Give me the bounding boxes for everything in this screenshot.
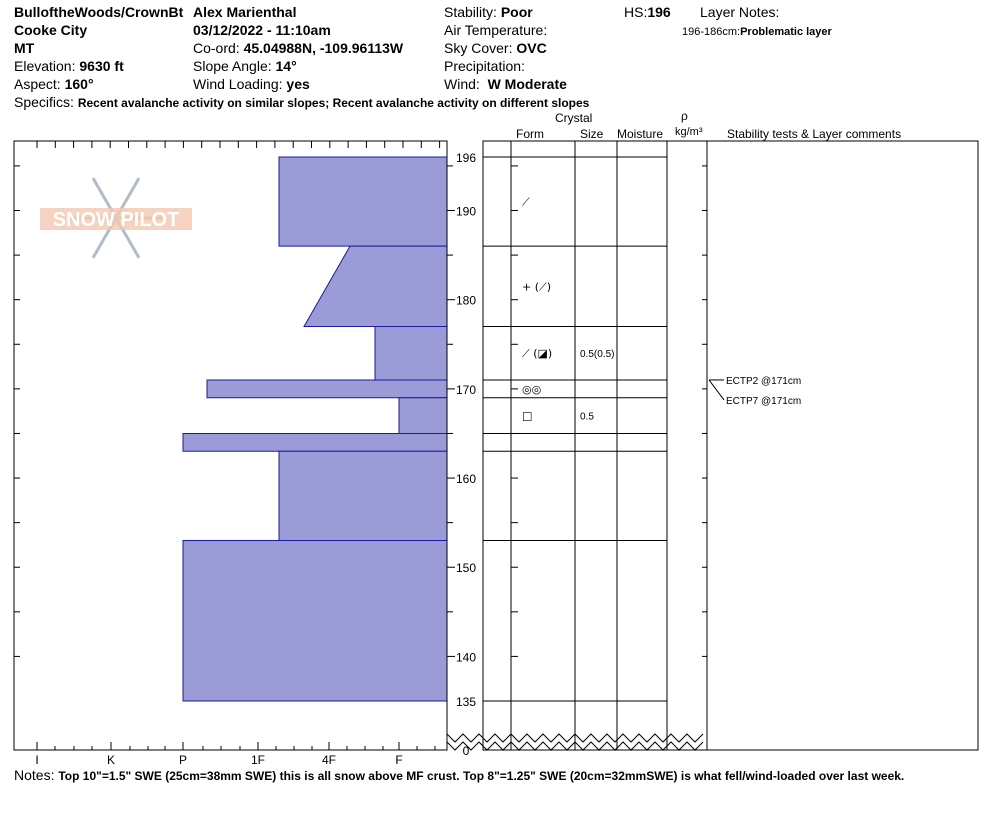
height-tick-label: 190	[455, 204, 477, 219]
elevation-value: 9630 ft	[79, 58, 124, 74]
snowpilot-logo	[40, 178, 192, 258]
stability-test-label: ECTP7 @171cm	[726, 395, 802, 407]
col-density-unit: kg/m³	[675, 126, 703, 138]
height-tick-label: 140	[455, 650, 477, 665]
col-moisture-header: Moisture	[617, 127, 664, 141]
hardness-tick-label: K	[106, 753, 116, 767]
stability-label: Stability:	[444, 4, 497, 20]
height-tick-label: 150	[455, 561, 477, 576]
slope-label: Slope Angle:	[193, 58, 272, 74]
hs-value: 196	[647, 4, 671, 20]
hardness-tick-label: 4F	[321, 753, 337, 767]
chart-frame	[14, 141, 978, 750]
notes-label: Notes:	[14, 767, 55, 783]
wind-label: Wind:	[444, 76, 480, 92]
crystal-form-label: ◎◎	[522, 382, 542, 396]
area-name: Cooke City	[14, 22, 88, 38]
layer-note-range: 196-186cm:	[682, 26, 741, 38]
location-name: BulloftheWoods/CrownBt	[14, 4, 184, 20]
col-rho-header: ρ	[681, 109, 688, 123]
specifics-text: Recent avalanche activity on similar slopes; Recent avalanche activity on different slopes	[77, 96, 590, 110]
hardness-layer-8	[183, 540, 447, 701]
height-tick-label: 170	[455, 382, 477, 397]
hardness-layer-5	[399, 398, 447, 434]
wind-loading-value: yes	[286, 76, 310, 92]
height-tick-label: 180	[455, 293, 477, 308]
hardness-tick-label: 1F	[250, 753, 266, 767]
hardness-layer-6	[183, 433, 447, 451]
hardness-layer-3	[375, 326, 447, 380]
state-name: MT	[14, 40, 35, 56]
slope-value: 14°	[275, 58, 297, 74]
layer-table-frame	[483, 141, 978, 750]
coord-value: 45.04988N, -109.96113W	[243, 40, 404, 56]
hardness-layer-1	[279, 157, 447, 246]
observer-name: Alex Marienthal	[193, 4, 297, 20]
aspect-value: 160°	[64, 76, 94, 92]
aspect-label: Aspect:	[14, 76, 61, 92]
coord-label: Co-ord:	[193, 40, 240, 56]
hardness-layer-4	[207, 380, 447, 398]
col-stability-header: Stability tests & Layer comments	[727, 127, 902, 141]
col-size-header: Size	[580, 127, 604, 141]
crystal-size-label: 0.5	[580, 411, 594, 423]
sky-value: OVC	[516, 40, 547, 56]
hardness-tick-label: P	[178, 753, 188, 767]
crystal-form-label: + (⟋)	[522, 280, 551, 294]
crystal-form-label: ⟋	[522, 195, 530, 209]
logo-text: SNOW PILOT	[52, 209, 180, 231]
elevation-label: Elevation:	[14, 58, 76, 74]
wind-value: W Moderate	[487, 76, 567, 92]
air-temp-label: Air Temperature:	[444, 22, 548, 38]
col-form-header: Form	[516, 127, 544, 141]
sky-label: Sky Cover:	[444, 40, 513, 56]
col-crystal-header: Crystal	[555, 111, 593, 125]
height-tick-label: 0	[462, 744, 470, 758]
precip-label: Precipitation:	[444, 58, 525, 74]
crystal-form-label: ⟋ (◪)	[522, 347, 553, 361]
notes-text: Top 10"=1.5" SWE (25cm=38mm SWE) this is all snow above MF crust. Top 8"=1.25" SWE (20cm=32mmSWE) is what fell/wind-loaded over last week.	[58, 769, 905, 783]
stability-test-pointer	[709, 380, 724, 400]
crystal-form-label: □	[522, 409, 533, 423]
height-tick-label: 196	[455, 151, 477, 165]
observation-datetime: 03/12/2022 - 11:10am	[193, 22, 331, 38]
hardness-tick-label: F	[395, 753, 403, 767]
layer-notes-label: Layer Notes:	[700, 4, 780, 20]
hardness-layer-2	[304, 246, 447, 326]
crystal-size-label: 0.5(0.5)	[580, 349, 615, 361]
stability-test-label: ECTP2 @171cm	[726, 375, 802, 387]
height-tick-label: 160	[455, 472, 477, 487]
hs-label: HS:	[624, 4, 648, 20]
hardness-tick-label: I	[35, 753, 39, 767]
specifics-label: Specifics:	[14, 94, 74, 110]
notes-field	[14, 767, 904, 784]
height-tick-label: 135	[455, 695, 477, 709]
hardness-layer-7	[279, 451, 447, 540]
stability-value: Poor	[500, 4, 533, 20]
wind-loading-label: Wind Loading:	[193, 76, 283, 92]
hardness-profile	[183, 157, 447, 701]
layer-note-text: Problematic layer	[740, 26, 832, 38]
